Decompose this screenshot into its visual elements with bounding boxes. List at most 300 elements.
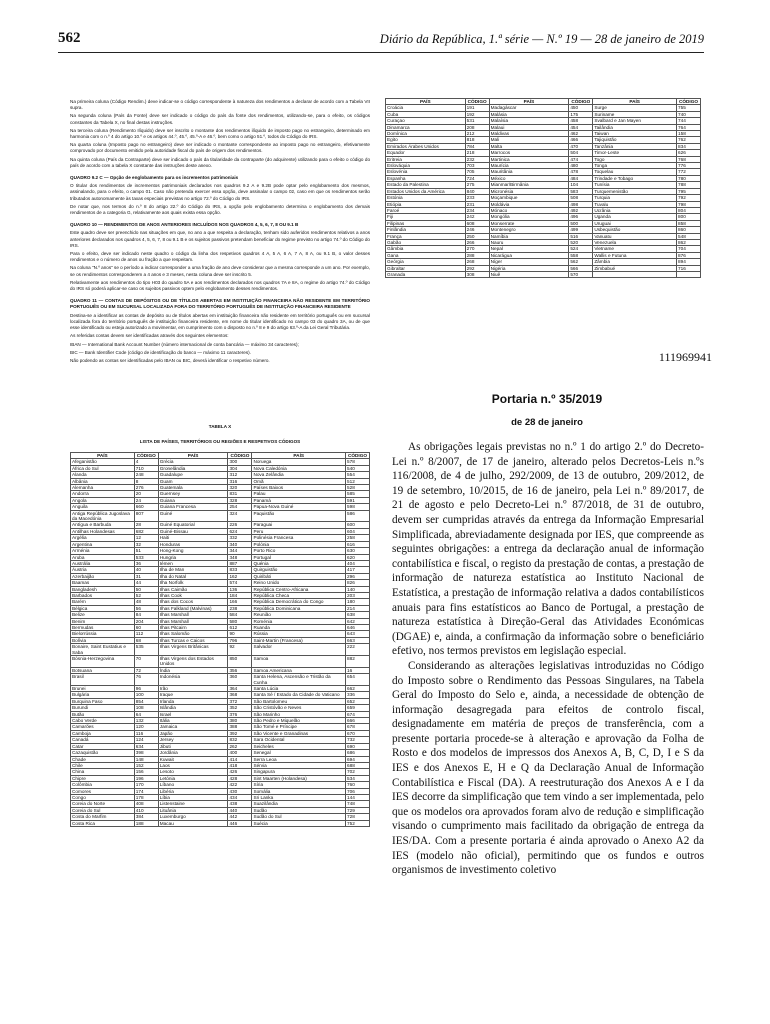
- country-code: 90: [228, 631, 252, 637]
- country-name: Quiribáti: [252, 573, 346, 579]
- country-name: Toquelau: [593, 169, 677, 175]
- country-code: 64: [134, 711, 158, 717]
- table-row: [71, 674, 370, 686]
- paragraph: Este quadro deve ser preenchido nas situações em que, no ano a que respeita a declaração, tenham sido auferidos rendimentos relativos a anos anteriores declarados nos quadros 4, 5, 6, 7, 8 ou 9.1 B e os sujeitos passivos pretendam beneficiar do regime previsto no artigo 74.º do Código do IRS.: [70, 230, 370, 248]
- country-code: 276: [134, 485, 158, 491]
- country-name: Jamaica: [158, 724, 228, 730]
- country-code: 831: [228, 491, 252, 497]
- country-name: Panamá: [252, 497, 346, 503]
- country-name: Guatemala: [158, 485, 228, 491]
- country-code: 850: [228, 656, 252, 668]
- country-name: República Dominicana: [252, 605, 346, 611]
- country-code: 36: [134, 560, 158, 566]
- country-name: Lesoto: [158, 769, 228, 775]
- country-name: República Centro-Africana: [252, 586, 346, 592]
- country-code: 56: [134, 605, 158, 611]
- col-header-country: PAÍS: [71, 453, 135, 459]
- country-code: 580: [228, 618, 252, 624]
- country-name: Síria: [252, 782, 346, 788]
- country-name: Vietname: [593, 246, 677, 252]
- country-name: Argentina: [71, 541, 135, 547]
- country-code: 72: [134, 667, 158, 673]
- table-row: [71, 656, 370, 668]
- country-code: 372: [228, 698, 252, 704]
- country-name: Coreia do Sul: [71, 807, 135, 813]
- country-name: Ilhas Falkland (Malvinas): [158, 605, 228, 611]
- country-code: 442: [228, 814, 252, 820]
- country-name: Estado da Palestina: [386, 182, 466, 188]
- country-code: 408: [134, 801, 158, 807]
- country-code: 120: [134, 724, 158, 730]
- country-code: 140: [345, 586, 369, 592]
- country-code: 796: [228, 637, 252, 643]
- country-name: Macau: [158, 820, 228, 826]
- country-code: 178: [134, 794, 158, 800]
- country-name: Itália: [158, 718, 228, 724]
- table-row: [71, 644, 370, 656]
- col-header-country: PAÍS: [386, 99, 466, 105]
- country-name: São Vicente e Granadinas: [252, 730, 346, 736]
- country-name: Portugal: [252, 554, 346, 560]
- col-header-country: PAÍS: [158, 453, 228, 459]
- country-name: México: [489, 175, 569, 181]
- country-name: Áustria: [71, 567, 135, 573]
- country-code: 418: [228, 762, 252, 768]
- country-code: 438: [228, 801, 252, 807]
- country-name: Nepal: [489, 246, 569, 252]
- country-name: Guiné-Bissau: [158, 528, 228, 534]
- country-name: Zimbabué: [593, 265, 677, 271]
- country-code: 40: [134, 567, 158, 573]
- country-name: Andorra: [71, 491, 135, 497]
- country-name: Argélia: [71, 535, 135, 541]
- country-name: Bulgária: [71, 692, 135, 698]
- country-name: Madagáscar: [489, 105, 569, 111]
- country-name: Seicheles: [252, 743, 346, 749]
- country-name: Ruanda: [252, 624, 346, 630]
- table-caption: TABELA X: [208, 424, 232, 429]
- country-name: Bermudas: [71, 624, 135, 630]
- country-name: São Bartolomeu: [252, 698, 346, 704]
- country-name: Porto Rico: [252, 548, 346, 554]
- country-code: 548: [676, 233, 700, 239]
- country-code: 170: [134, 782, 158, 788]
- country-code: 566: [569, 265, 593, 271]
- country-name: Botsuana: [71, 667, 135, 673]
- country-code: 184: [228, 592, 252, 598]
- country-code: 466: [569, 137, 593, 143]
- country-code: 388: [228, 724, 252, 730]
- country-name: Somália: [252, 788, 346, 794]
- country-code: 4: [134, 459, 158, 465]
- country-name: Guernsey: [158, 491, 228, 497]
- country-name: Estados Unidos da América: [386, 188, 466, 194]
- country-code: 678: [345, 724, 369, 730]
- country-code: 652: [345, 698, 369, 704]
- country-name: Monserrate: [489, 220, 569, 226]
- country-name: Tuvalu: [593, 201, 677, 207]
- country-code: 384: [134, 814, 158, 820]
- country-name: Irlanda: [158, 698, 228, 704]
- country-name: Quirguistão: [252, 567, 346, 573]
- country-name: Dinamarca: [386, 124, 466, 130]
- country-code: 191: [465, 105, 489, 111]
- country-code: 702: [345, 769, 369, 775]
- country-code: 604: [345, 528, 369, 534]
- country-name: Mauritânia: [489, 169, 569, 175]
- country-name: Níger: [489, 259, 569, 265]
- country-code: 480: [569, 163, 593, 169]
- country-name: Antiga República Jugoslava da Macedónia: [71, 510, 135, 522]
- country-name: Suazilândia: [252, 801, 346, 807]
- country-code: 826: [345, 580, 369, 586]
- country-name: Iémen: [158, 560, 228, 566]
- country-name: Grécia: [158, 459, 228, 465]
- country-name: Sudão: [252, 807, 346, 813]
- country-code: 710: [134, 465, 158, 471]
- country-name: Timor-Leste: [593, 150, 677, 156]
- country-code: 254: [228, 504, 252, 510]
- country-name: Haiti: [158, 535, 228, 541]
- country-name: Sudão do Sul: [252, 814, 346, 820]
- country-name: Martinica: [489, 156, 569, 162]
- country-code: 729: [345, 807, 369, 813]
- country-name: África do Sul: [71, 465, 135, 471]
- country-name: Gronelândia: [158, 465, 228, 471]
- country-name: Guiana: [158, 497, 228, 503]
- country-code: 400: [228, 750, 252, 756]
- country-name: Ilhas Turcas e Caicos: [158, 637, 228, 643]
- country-code: 574: [228, 580, 252, 586]
- country-name: Tunísia: [593, 182, 677, 188]
- country-code: 624: [228, 528, 252, 534]
- country-name: Chipre: [71, 775, 135, 781]
- country-code: 250: [465, 233, 489, 239]
- col-header-code: CÓDIGO: [134, 453, 158, 459]
- country-code: 430: [228, 788, 252, 794]
- country-code: 20: [134, 491, 158, 497]
- country-code: 484: [569, 175, 593, 181]
- paragraph: Destina-se a identificar as contas de depósito ou de títulos abertas em instituição financeira não residente em território português ou em sucursal localizada fora do território português de instituição financeira residente, em nome do titular identificado no campo 03 do quadro 3A, ou de que esse identificado ou esteja autorizado a movimentar, em cumprimento com o disposto no n.º 8 e 9 do artigo 63.º-A da Lei Geral Tributária.: [70, 312, 370, 331]
- country-name: Canadá: [71, 737, 135, 743]
- country-name: Ilhas Virgens Britânicas: [158, 644, 228, 656]
- country-name: Ilha do Natal: [158, 573, 228, 579]
- country-code: 688: [345, 762, 369, 768]
- country-code: 270: [465, 246, 489, 252]
- paragraph: IBAN — International Bank Account Number (número internacional de conta bancária — máximo 34 caracteres);: [70, 341, 299, 347]
- country-name: Cazaquistão: [71, 750, 135, 756]
- country-code: 470: [569, 143, 593, 149]
- country-name: Gâmbia: [386, 246, 466, 252]
- country-code: 840: [465, 188, 489, 194]
- country-name: Azerbaijão: [71, 573, 135, 579]
- country-name: São Tomé e Príncipe: [252, 724, 346, 730]
- country-code: 524: [569, 246, 593, 252]
- country-name: Curaçao: [386, 118, 466, 124]
- country-code: 663: [345, 637, 369, 643]
- country-name: Índia: [158, 667, 228, 673]
- country-name: Ilhas Caimão: [158, 586, 228, 592]
- country-code: 798: [676, 201, 700, 207]
- country-code: 144: [345, 794, 369, 800]
- country-code: 776: [676, 163, 700, 169]
- country-name: Taiwan: [593, 131, 677, 137]
- country-code: 196: [134, 775, 158, 781]
- country-code: 670: [345, 730, 369, 736]
- country-name: Eslovénia: [386, 169, 466, 175]
- country-name: Mali: [489, 137, 569, 143]
- country-code: 324: [228, 510, 252, 522]
- country-code: 212: [465, 131, 489, 137]
- country-code: 275: [465, 182, 489, 188]
- country-name: Benim: [71, 618, 135, 624]
- country-code: 528: [345, 485, 369, 491]
- paragraph: Na coluna "N.º anos" se o período a indicar corresponder a uma fração de ano deve considerar que a mesma corresponde a um ano. Por exemplo, se os rendimentos corresponderem a 4 anos e 3 meses, nesta coluna deve ser inscrito 5.: [70, 265, 370, 277]
- country-name: Hong-Kong: [158, 548, 228, 554]
- country-code: 499: [569, 227, 593, 233]
- country-name: [593, 271, 677, 277]
- country-code: 682: [134, 528, 158, 534]
- country-code: 800: [676, 214, 700, 220]
- country-code: 516: [569, 233, 593, 239]
- country-code: 162: [228, 573, 252, 579]
- country-code: 638: [345, 612, 369, 618]
- country-code-table: [70, 452, 370, 827]
- page-number: 562: [58, 30, 81, 46]
- country-name: Noruega: [252, 459, 346, 465]
- country-name: São Marinho: [252, 711, 346, 717]
- country-code: 332: [228, 535, 252, 541]
- country-code: 887: [228, 560, 252, 566]
- country-code: 100: [134, 692, 158, 698]
- country-code: 690: [345, 743, 369, 749]
- country-name: Tanzânia: [593, 143, 677, 149]
- col-header-country: PAÍS: [593, 99, 677, 105]
- country-code: 818: [465, 137, 489, 143]
- country-name: Espanha: [386, 175, 466, 181]
- country-code: 788: [676, 182, 700, 188]
- country-code: 308: [465, 271, 489, 277]
- country-name: Micronésia: [489, 188, 569, 194]
- country-name: Cabo Verde: [71, 718, 135, 724]
- country-name: Venezuela: [593, 239, 677, 245]
- country-code: 620: [345, 554, 369, 560]
- country-code: 626: [676, 150, 700, 156]
- section-heading: QUADRO 10 — RENDIMENTOS DE ANOS ANTERIORES INCLUÍDOS NOS QUADROS 4, 5, 6, 7, 8 OU 9.1 B: [70, 222, 299, 228]
- country-code: 795: [676, 188, 700, 194]
- portaria-body: [392, 440, 704, 878]
- country-code: 226: [228, 522, 252, 528]
- country-code: 533: [134, 554, 158, 560]
- country-name: Malásia: [489, 111, 569, 117]
- country-name: Guiné Equatorial: [158, 522, 228, 528]
- country-code: 534: [345, 775, 369, 781]
- country-name: Israel: [158, 711, 228, 717]
- country-name: Alanda: [71, 472, 135, 478]
- country-code: 238: [228, 605, 252, 611]
- country-name: Gana: [386, 252, 466, 258]
- country-code: 792: [676, 195, 700, 201]
- country-code: 48: [134, 599, 158, 605]
- country-name: Camboja: [71, 730, 135, 736]
- country-code: 392: [228, 730, 252, 736]
- country-code: [676, 271, 700, 277]
- country-name: Bélgica: [71, 605, 135, 611]
- country-code: 740: [676, 111, 700, 117]
- country-code: 760: [345, 782, 369, 788]
- country-name: Marrocos: [489, 150, 569, 156]
- country-code: 76: [134, 674, 158, 686]
- country-code: 654: [345, 674, 369, 686]
- country-code: 478: [569, 169, 593, 175]
- country-code: 744: [676, 118, 700, 124]
- country-name: Rússia: [252, 631, 346, 637]
- country-name: Tajiquistão: [593, 137, 677, 143]
- country-code: 104: [569, 182, 593, 188]
- country-name: Bonaire, Saint Eustatius e Saba: [71, 644, 135, 656]
- country-name: Ilhas Salomão: [158, 631, 228, 637]
- country-name: Costa Rica: [71, 820, 135, 826]
- country-name: Malta: [489, 143, 569, 149]
- country-name: Suriname: [593, 111, 677, 117]
- country-name: Omã: [252, 478, 346, 484]
- country-name: Emirados Árabes Unidos: [386, 143, 466, 149]
- country-name: Usbequistão: [593, 227, 677, 233]
- country-name: Namíbia: [489, 233, 569, 239]
- country-name: Islândia: [158, 705, 228, 711]
- country-code: 192: [465, 111, 489, 117]
- country-name: Baamas: [71, 580, 135, 586]
- country-code: 344: [228, 548, 252, 554]
- country-code: 591: [345, 497, 369, 503]
- col-header-country: PAÍS: [489, 99, 569, 105]
- country-code: 504: [569, 150, 593, 156]
- country-name: Estónia: [386, 195, 466, 201]
- country-name: Laos: [158, 762, 228, 768]
- country-name: Togo: [593, 156, 677, 162]
- country-name: Moldávia: [489, 201, 569, 207]
- country-code: 562: [569, 259, 593, 265]
- country-code: 732: [345, 737, 369, 743]
- country-code: 780: [676, 175, 700, 181]
- country-code: 764: [676, 124, 700, 130]
- country-code: 364: [228, 686, 252, 692]
- country-code: 512: [345, 478, 369, 484]
- country-code: 112: [134, 631, 158, 637]
- country-name: Ilhas Marshall: [158, 618, 228, 624]
- country-code: 832: [228, 737, 252, 743]
- country-code: 531: [465, 118, 489, 124]
- table-row: [386, 271, 701, 277]
- country-name: Hungria: [158, 554, 228, 560]
- country-code: 646: [345, 624, 369, 630]
- paragraph: Na primeira coluna (Código Rendim.) deve indicar-se o código correspondente à natureza dos rendimentos a declarar de acordo com a Tabela VII supra.: [70, 99, 370, 111]
- country-name: Catar: [71, 743, 135, 749]
- country-name: Malaui: [489, 124, 569, 130]
- country-name: Burquina Faso: [71, 698, 135, 704]
- country-name: Ucrânia: [593, 207, 677, 213]
- country-name: Saint-Martin (Francesa): [252, 637, 346, 643]
- country-code: 755: [676, 105, 700, 111]
- table-row: [71, 510, 370, 522]
- country-code: 804: [676, 207, 700, 213]
- country-name: Eslováquia: [386, 163, 466, 169]
- country-name: Equador: [386, 150, 466, 156]
- country-name: Brasil: [71, 674, 135, 686]
- country-code: 414: [228, 756, 252, 762]
- country-name: Moçambique: [489, 195, 569, 201]
- paragraph: Na segunda coluna (País da Fonte) deve ser indicado o código do país da fonte dos rendimentos, utilizando-se, para o efeito, os códigos constantes da Tabela X, no final destas instruções.: [70, 113, 370, 125]
- country-name: Peru: [252, 528, 346, 534]
- country-name: Paquistão: [252, 510, 346, 522]
- country-name: Jibuti: [158, 743, 228, 749]
- country-name: Serra Leoa: [252, 756, 346, 762]
- country-code: 834: [676, 143, 700, 149]
- country-code: 410: [134, 807, 158, 813]
- country-name: Turquia: [593, 195, 677, 201]
- country-code: 398: [134, 750, 158, 756]
- country-code: 748: [345, 801, 369, 807]
- country-name: Mianmar/Birmânia: [489, 182, 569, 188]
- country-name: Montenegro: [489, 227, 569, 233]
- country-name: Santa Helena, Ascensão e Tristão da Cunha: [252, 674, 346, 686]
- country-name: Guiné: [158, 510, 228, 522]
- country-name: Butão: [71, 711, 135, 717]
- country-code: 642: [345, 618, 369, 624]
- paragraph: Não podendo as contas ser identificadas pelo IBAN ou BIC, deverá identificar o respetivo número.: [70, 357, 270, 363]
- country-name: Ilhas Cook: [158, 592, 228, 598]
- country-name: Países Baixos: [252, 485, 346, 491]
- country-name: Zâmbia: [593, 259, 677, 265]
- country-name: Reino Unido: [252, 580, 346, 586]
- country-code: 52: [134, 592, 158, 598]
- country-code: 694: [345, 756, 369, 762]
- country-name: Turquemenistão: [593, 188, 677, 194]
- country-code: 175: [569, 111, 593, 117]
- country-code: 862: [676, 239, 700, 245]
- paragraph: Relativamente aos rendimentos do tipo H03 do quadro 5A e aos rendimentos declarados nos quadros 7A e 8A, o regime do artigo 74.º do Código do IRS só poderá aplicar-se caso os sujeitos passivos optem pelo englobamento desses rendimentos.: [70, 279, 370, 292]
- country-code: 174: [134, 788, 158, 794]
- col-header-code: CÓDIGO: [228, 453, 252, 459]
- portaria-title: Portaria n.º 35/2019: [491, 392, 603, 406]
- country-name: Surge: [593, 105, 677, 111]
- page-header: [58, 30, 704, 52]
- country-code: 600: [345, 522, 369, 528]
- country-code: 68: [134, 637, 158, 643]
- country-name: Ilha Norfolk: [158, 580, 228, 586]
- country-code: 108: [134, 705, 158, 711]
- country-code: 807: [134, 510, 158, 522]
- country-code: 222: [345, 644, 369, 656]
- country-name: Filipinas: [386, 220, 466, 226]
- country-code: 666: [345, 718, 369, 724]
- country-name: Antígua e Barbuda: [71, 522, 135, 528]
- country-code: 304: [228, 465, 252, 471]
- country-name: Brunei: [71, 686, 135, 692]
- country-name: China: [71, 769, 135, 775]
- country-code: 705: [465, 169, 489, 175]
- country-name: Nicarágua: [489, 252, 569, 258]
- country-name: Letónia: [158, 775, 228, 781]
- country-code-table-continued: [385, 98, 701, 278]
- country-name: Wallis e Futuna: [593, 252, 677, 258]
- country-code: 434: [228, 794, 252, 800]
- country-code: 578: [345, 459, 369, 465]
- country-name: Antilhas Holandesas: [71, 528, 135, 534]
- country-code: 417: [345, 567, 369, 573]
- country-code: 428: [228, 775, 252, 781]
- country-name: Polónia: [252, 541, 346, 547]
